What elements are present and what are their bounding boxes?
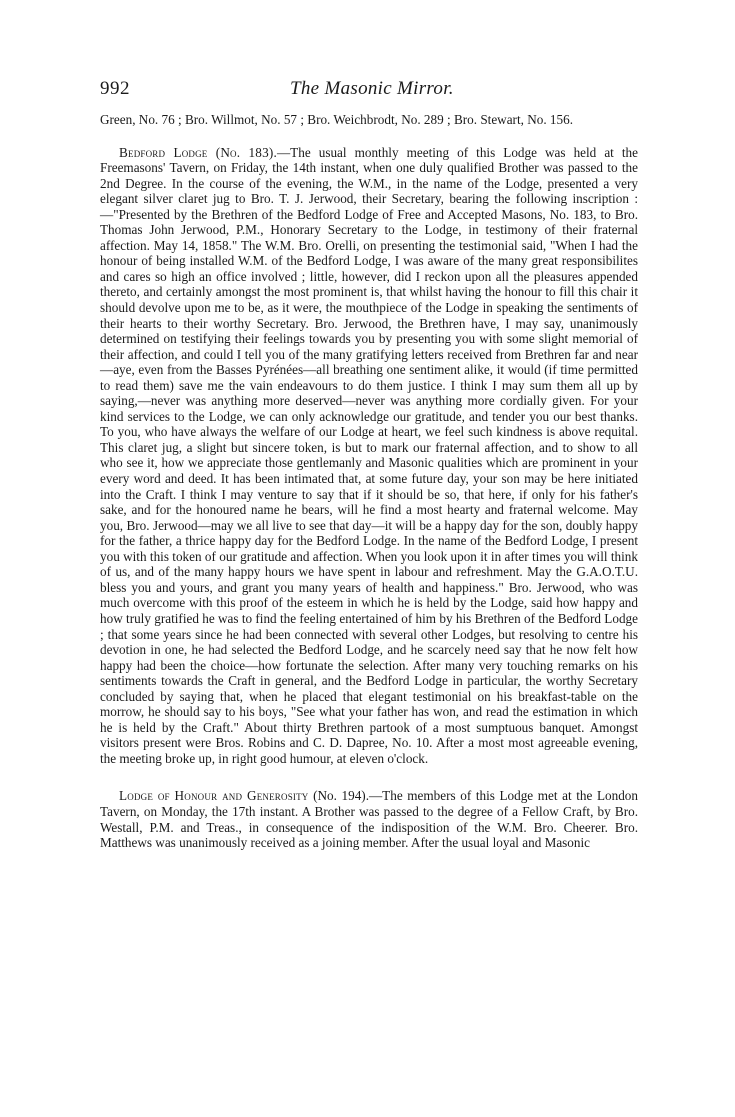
running-head xyxy=(100,78,638,102)
section-heading: Bedford Lodge (No. 183). xyxy=(119,144,277,160)
section-heading: Lodge of Honour and Generosity xyxy=(119,788,309,804)
bedford-lodge-paragraph xyxy=(100,145,638,767)
page-number: 992 xyxy=(100,78,130,99)
journal-page xyxy=(100,78,638,851)
journal-title: The Masonic Mirror. xyxy=(290,78,454,99)
section-body: (No. 194).—The members of this Lodge met at the London Tavern, on Monday, the 17th instant. A Brother was passed to the degree of a Fellow Craft, by Bro. Westall, P.M. and Treas., in consequence of the indisposition of the W.M. Bro. Cheerer. Bro. Matthews was unanimously received as a joining member. After the usual loyal and Masonic xyxy=(100,788,638,851)
honour-generosity-paragraph xyxy=(100,788,638,850)
continuation-paragraph: Green, No. 76 ; Bro. Willmot, No. 57 ; Bro. Weichbrodt, No. 289 ; Bro. Stewart, No. 156. xyxy=(100,112,573,127)
section-body: —The usual monthly meeting of this Lodge was held at the Freemasons' Tavern, on Friday, the 14th instant, when one duly qualified Brother was passed to the 2nd Degree. In the course of the evening, the W.M., in the name of the Lodge, presented a very elegant silver claret jug to Bro. T. J. Jerwood, their Secretary, bearing the following inscription :—"Presented by the Brethren of the Bedford Lodge of Free and Accepted Masons, No. 183, to Bro. Thomas John Jerwood, P.M., Honorary Secretary to the Lodge, in testimony of their fraternal affection. May 14, 1858." The W.M. Bro. Orelli, on presenting the testimonial said, "When I had the honour of being installed W.M. of the Bedford Lodge, I was aware of the many great responsibilites and cares so high an office involved ; little, however, did I reckon upon all the pleasures appended thereto, and certainly amongst the most prominent is, that whilst having the honour to fill this chair it should devolve upon me to be, as it were, the mouthpiece of the Lodge in speaking the sentiments of their hearts to their worthy Secretary. Bro. Jerwood, the Brethren have, I may say, unanimously determined on testifying their feelings towards you by presenting you with some slight memorial of their affection, and could I tell you of the many gratifying letters received from Brethren far and near—aye, even from the Basses Pyrénées—all breathing one sentiment alike, it would (if time permitted to read them) save me the vain endeavours to do them justice. I think I may sum them all up by saying,—never was anything more deserved—never was anything more cordially given. For your kind services to the Lodge, we can only acknowledge our gratitude, and tender you our best thanks. To you, who have always the welfare of our Lodge at heart, we feel such kindness is above requital. This claret jug, a slight but sincere token, is but to mark our fraternal affection, and to show to all who see it, how we appreciate those gentlemanly and Masonic qualities which are prominent in your every word and deed. It has been intimated that, at some future day, your son may be here initiated into the Craft. I think I may venture to say that if it should be so, that here, if only for his father's sake, and for the honoured name he bears, will he find a most hearty and fraternal welcome. May you, Bro. Jerwood—may we all live to see that day—it will be a happy day for the son, doubly happy for the father, a thrice happy day for the Bedford Lodge. In the name of the Bedford Lodge, I present you with this token of our gratitude and affection. When you look upon it in after times you will think of us, and of the many happy hours we have spent in labour and refreshment. May the G.A.O.T.U. bless you and yours, and grant you many years of health and happiness." Bro. Jerwood, who was much overcome with this proof of the esteem in which he is held by the Lodge, said how happy and how truly gratified he was to find the feeling entertained of him by his Brethren of the Bedford Lodge ; that some years since he had been connected with several other Lodges, but resolving to centre his devotion in one, he had selected the Bedford Lodge, and he scarcely need say that he now felt how happy had been the choice—how fortunate the selection. After many very touching remarks on his sentiments towards the Craft in general, and the Bedford Lodge in particular, the worthy Secretary concluded by saying that, when he placed that elegant testimonial on his breakfast-table on the morrow, he should say to his boys, "See what your father has won, and read the estimation in which he is held by the Craft." About thirty Brethren partook of a most sumptuous banquet. Amongst visitors present were Bros. Robins and C. D. Dapree, No. 10. After a most most agreeable evening, the meeting broke up, in right good humour, at eleven o'clock. xyxy=(100,144,638,766)
